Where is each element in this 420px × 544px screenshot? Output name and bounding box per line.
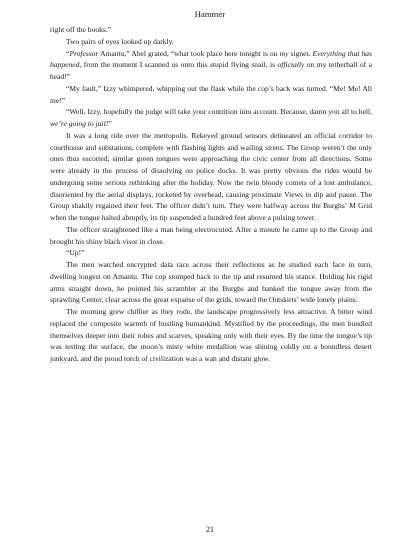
text-run: ” bbox=[108, 119, 112, 128]
text-run: on my tetherball of a head!” bbox=[50, 60, 372, 81]
body-text bbox=[50, 24, 372, 365]
italic-text: Everything that has happened bbox=[50, 48, 373, 70]
text-run: The officer straightened like a man being electrocuted. After a minute he came up to the Group and brought his shiny black visor in close. bbox=[50, 224, 372, 246]
text-run: “ bbox=[66, 48, 70, 58]
italic-text: officially bbox=[277, 60, 305, 70]
text-run: Amantu,” Abel grated, “what took place here tonight is on bbox=[98, 48, 280, 58]
paragraph bbox=[50, 24, 372, 36]
running-head: Hammer bbox=[194, 9, 226, 19]
text-run: It was a long ride over the metropolis. Rekeyed ground sensors delineated an official corridor to courthouse and substations, complete with flashing lights and wailing sirens. The Group weren’t the only ones thus escorted; similar green tongues were approaching the civic center from all directions. Some were already in the process of dissolving on police docks. It was pretty obvious the rides would be undergoing some serious rethinking after the holiday. Now the twin bloody comets of a lost ambulance, disoriented by the aerial displays, rocketed by overhead, causing proximate Views to dip and pause. The Group shakily regained their feet. The officer didn’t turn. They were halfway across the Burghs’ M Grid when the tongue halted abruptly, its tip suspended a hundred feet above a pulsing tower. bbox=[50, 130, 372, 222]
italic-text: my bbox=[279, 48, 289, 58]
paragraph bbox=[50, 259, 372, 306]
paragraph bbox=[50, 48, 372, 83]
paragraph bbox=[50, 306, 372, 365]
text-run: , from the moment I scanned us onto this stupid flying snail, is bbox=[79, 60, 278, 70]
paragraph bbox=[50, 224, 372, 248]
italic-text: Professor bbox=[69, 48, 99, 58]
italic-text: we’re going to jail! bbox=[50, 119, 109, 128]
text-run: “Up!” bbox=[66, 248, 85, 258]
paragraph bbox=[50, 130, 372, 224]
text-run: “Well, Izzy, hopefully the judge will take your contrition into account. Because, damn you all to hell, bbox=[66, 107, 372, 117]
text-run: right off the books.” bbox=[50, 25, 112, 34]
paragraph bbox=[50, 83, 372, 107]
paragraph bbox=[50, 36, 372, 48]
paragraph bbox=[50, 106, 372, 130]
text-run: The morning grew chillier as they rode, the landscape progressively less attractive. A bitter wind replaced the composite warmth of bustling humankind. Mystified by the proceedings, the men bundled themselves deeper into their robes and scarves, speaking only with their eyes. By the time the tongue’s tip was testing the surface, the moon’s misty white medallion was shining coldly on a boundless desert junkyard, and the proud torch of civilization was a wan and distant glow. bbox=[50, 307, 372, 363]
text-run: signet. bbox=[288, 48, 313, 58]
text-run: The men watched encrypted data race across their reflections as he studied each face in turn, dwelling longest on Amantu. The cop stomped back to the tip and resumed his stance. Holding his rigid arms straight down, he pointed his scrambler at the Burghs and banked the tongue away from the sprawling Center, clear across the great expanse of the grids, toward the Outskirts’ wide lonely plains. bbox=[50, 260, 372, 305]
paragraph bbox=[50, 247, 372, 259]
text-run: “My fault,” Izzy whimpered, whipping out the flask while the cop’s back was turned. “Me! Me! All me!” bbox=[50, 83, 372, 105]
page-number: 21 bbox=[206, 525, 214, 534]
text-run: Two pairs of eyes looked up darkly. bbox=[66, 36, 174, 46]
